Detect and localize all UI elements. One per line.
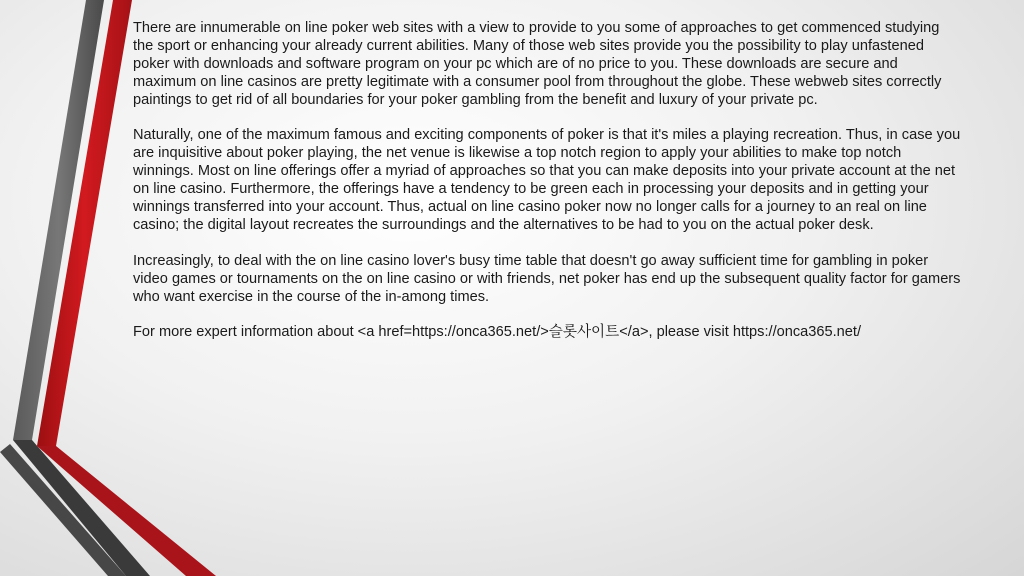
paragraph-3: Increasingly, to deal with the on line casino lover's busy time table that doesn't go away sufficient time for gambling in poker video games or tournaments on the on line casino or with friends, net poker has end up the subsequent quality factor for gamers who want exercise in the course of the in-among times. xyxy=(133,252,961,305)
slide-text-body xyxy=(133,20,963,360)
paragraph-1: There are innumerable on line poker web sites with a view to provide to you some of approaches to get commenced studying the sport or enhancing your already current abilities. Many of those web sites provide you the possibility to play unfastened poker with downloads and software program on your pc which are of no price to you. These downloads are secure and maximum on line casinos are pretty legitimate with a consumer pool from throughout the globe. These webweb sites correctly paintings to get rid of all boundaries for your poker gambling from the benefit and luxury of your private pc. xyxy=(133,20,942,108)
paragraph-2: Naturally, one of the maximum famous and exciting components of poker is that it's miles a playing recreation. Thus, in case you are inquisitive about poker playing, the net venue is likewise a top notch region to apply your abilities to make top notch winnings. Most on line offerings offer a myriad of approaches so that you can make deposits into your private account at the net on line casino. Furthermore, the offerings have a tendency to be green each in processing your deposits and in getting your winnings transferred into your account. Thus, actual on line casino poker now no longer calls for a journey to an real on line casino; the digital layout recreates the surroundings and the alternatives to be had to you on the actual poker desk. xyxy=(133,127,961,233)
paragraph-4: For more expert information about <a href=https://onca365.net/>슬롯사이트</a>, please visit https://onca365.net/ xyxy=(133,324,862,341)
